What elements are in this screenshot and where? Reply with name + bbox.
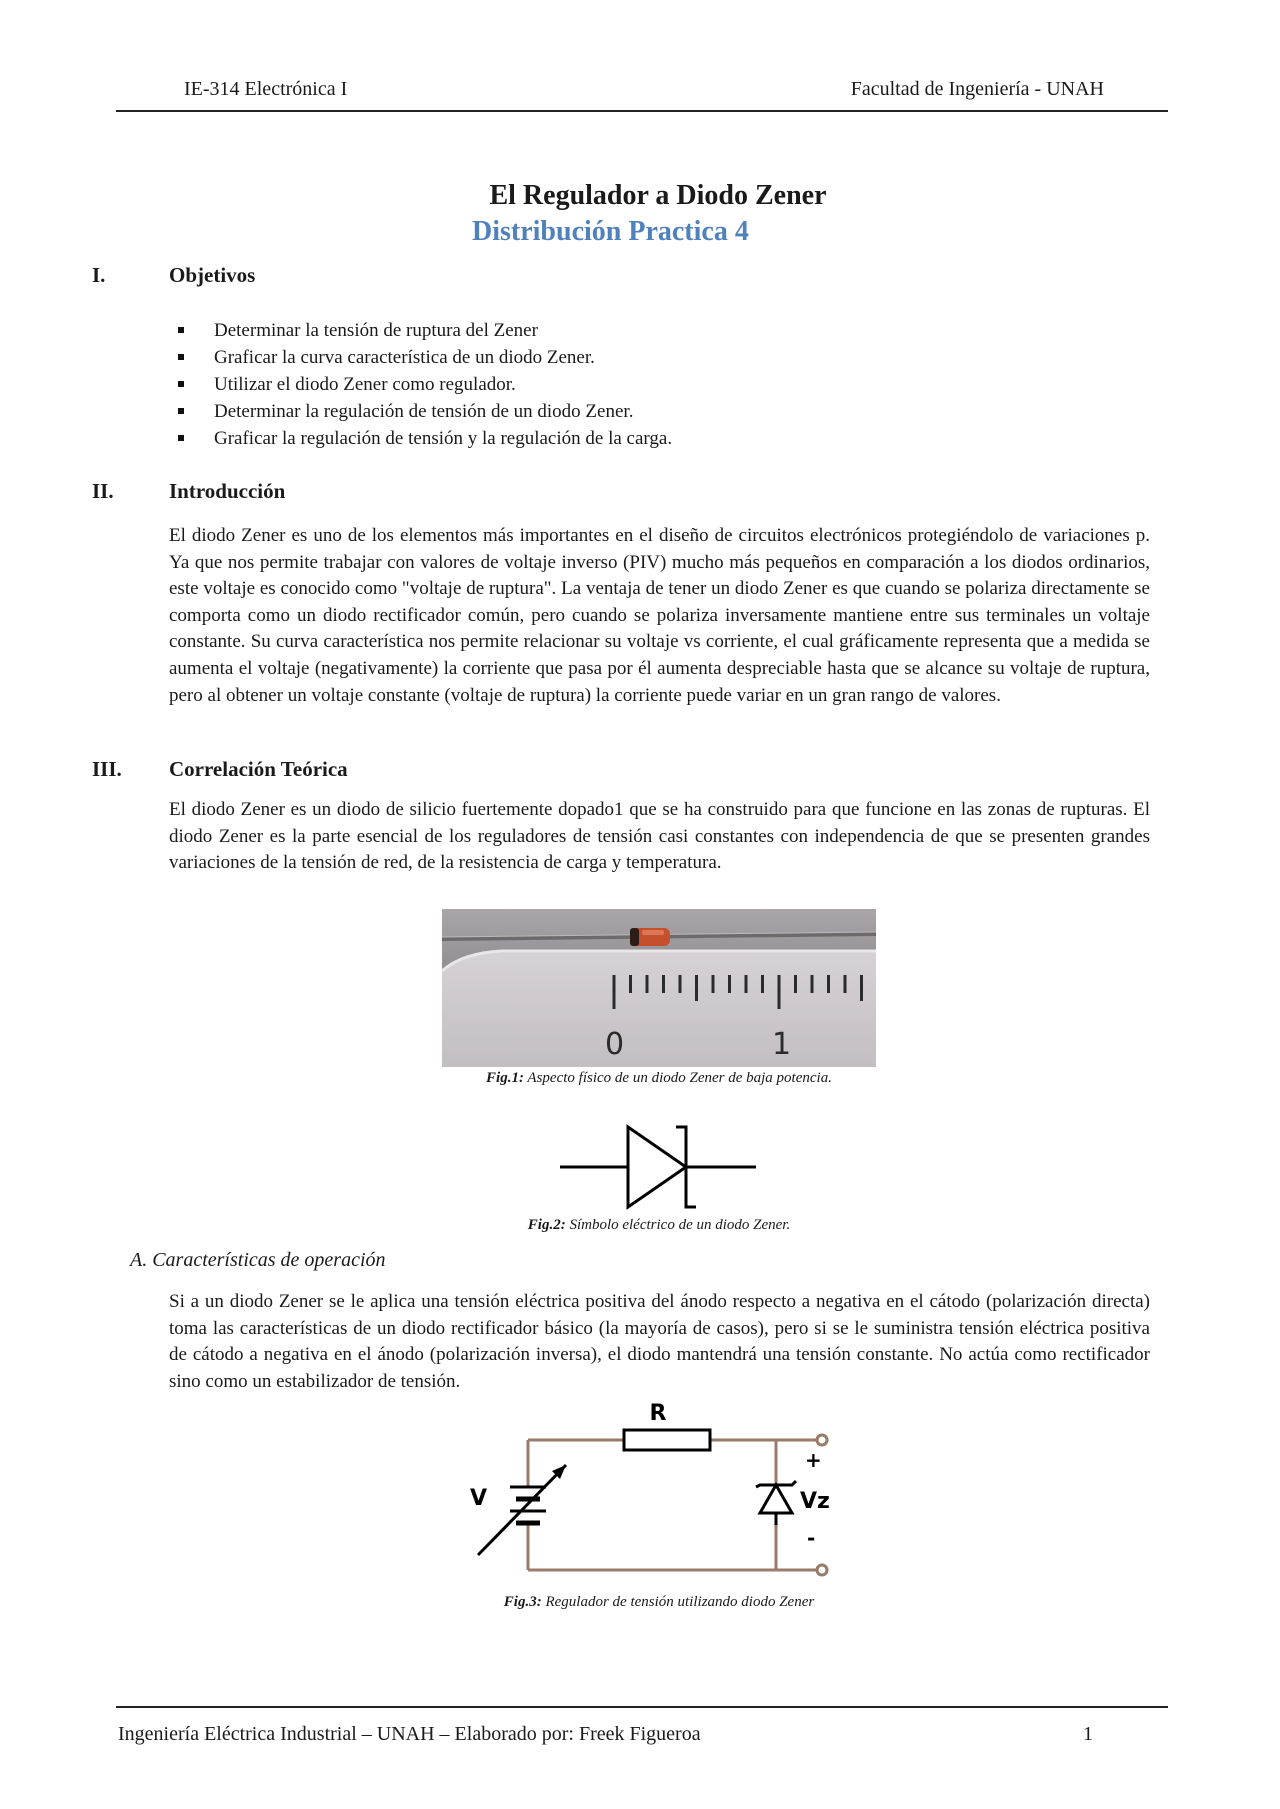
section-number-2: II. [92,479,114,503]
list-item: Graficar la regulación de tensión y la regulación de la carga. [174,425,672,452]
footer-credit: Ingeniería Eléctrica Industrial – UNAH – Elaborado por: Freek Figueroa [118,1723,701,1745]
ruler-label-one: 1 [772,1027,792,1062]
ruler-label-zero: 0 [605,1027,625,1062]
list-item: Utilizar el diodo Zener como regulador. [174,371,672,398]
subsection-a-heading: A. Características de operación [130,1249,386,1271]
list-item: Determinar la regulación de tensión de un diodo Zener. [174,398,672,425]
page-header [116,76,1168,112]
vz-label: Vz [800,1489,830,1514]
fig1-label: Fig.1: [486,1070,524,1086]
fig3-text: Regulador de tensión utilizando diodo Zener [541,1594,815,1610]
section-title-theory: Correlación Teórica [169,757,348,781]
fig2-label: Fig.2: [527,1217,566,1233]
page-number: 1 [1083,1723,1093,1745]
section-number-1: I. [92,263,106,287]
objectives-list [174,317,672,452]
list-item: Graficar la curva característica de un diodo Zener. [174,344,672,371]
fig1-caption [442,1070,876,1087]
document-subtitle: Distribución Practica 4 [472,216,749,247]
document-title: El Regulador a Diodo Zener [489,180,827,211]
section-title-objectives: Objetivos [169,263,256,287]
zener-symbol-diagram [558,1122,758,1212]
fig2-text: Símbolo eléctrico de un diodo Zener. [565,1217,791,1233]
fig3-caption [442,1594,876,1611]
fig3-label: Fig.3: [503,1594,542,1610]
resistor-label: R [649,1401,667,1426]
minus-terminal-label: - [807,1526,816,1550]
operation-paragraph: Si a un diodo Zener se le aplica una tensión eléctrica positiva del ánodo respecto a negativa en el cátodo (polarización directa) toma las características de un diodo rectificador básico (la mayoría de casos), pero si se le suministra tensión eléctrica positiva de cátodo a negativa en el ánodo (polarización inversa), el diodo mantendrá una tensión constante. No actúa como rectificador sino como un estabilizador de tensión. [169,1291,1150,1392]
faculty-name: Facultad de Ingeniería - UNAH [850,78,1104,100]
footer-divider [116,1706,1168,1708]
theory-paragraph: El diodo Zener es un diodo de silicio fuertemente dopado1 que se ha construido para que funcione en las zonas de rupturas. El diodo Zener es la parte esencial de los reguladores de tensión casi constantes con independencia de que se presenten grandes variaciones de la tensión de red, de la resistencia de carga y temperatura. [169,799,1150,874]
intro-paragraph: El diodo Zener es uno de los elementos más importantes en el diseño de circuitos electrónicos protegiéndolo de variaciones p. Ya que nos permite trabajar con valores de voltaje inverso (PIV) mucho más pequeños en comparación a los diodos ordinarios, este voltaje es conocido como "voltaje de ruptura". La ventaja de tener un diodo Zener es que cuando se polariza directamente se comporta como un diodo rectificador común, pero cuando se polariza inversamente mantiene entre sus terminales un voltaje constante. Su curva característica nos permite relacionar su voltaje vs corriente, el cual gráficamente representa que a medida se aumenta el voltaje (negativamente) la corriente que pasa por él aumenta despreciable hasta que se alcance su voltaje de ruptura, pero al obtener un voltaje constante (voltaje de ruptura) la corriente puede variar en un gran rango de valores. [169,525,1150,706]
list-item: Determinar la tensión de ruptura del Zener [174,317,672,344]
section-title-introduction: Introducción [169,479,286,503]
zener-regulator-circuit [470,1395,850,1585]
zener-diode-photo [442,909,876,1067]
plus-terminal-label: + [805,1448,822,1472]
fig2-caption [442,1217,876,1234]
course-name: IE-314 Electrónica I [184,78,348,100]
voltage-source-label: V [470,1486,488,1511]
section-number-3: III. [92,757,122,781]
fig1-text: Aspecto físico de un diodo Zener de baja potencia. [523,1070,832,1086]
